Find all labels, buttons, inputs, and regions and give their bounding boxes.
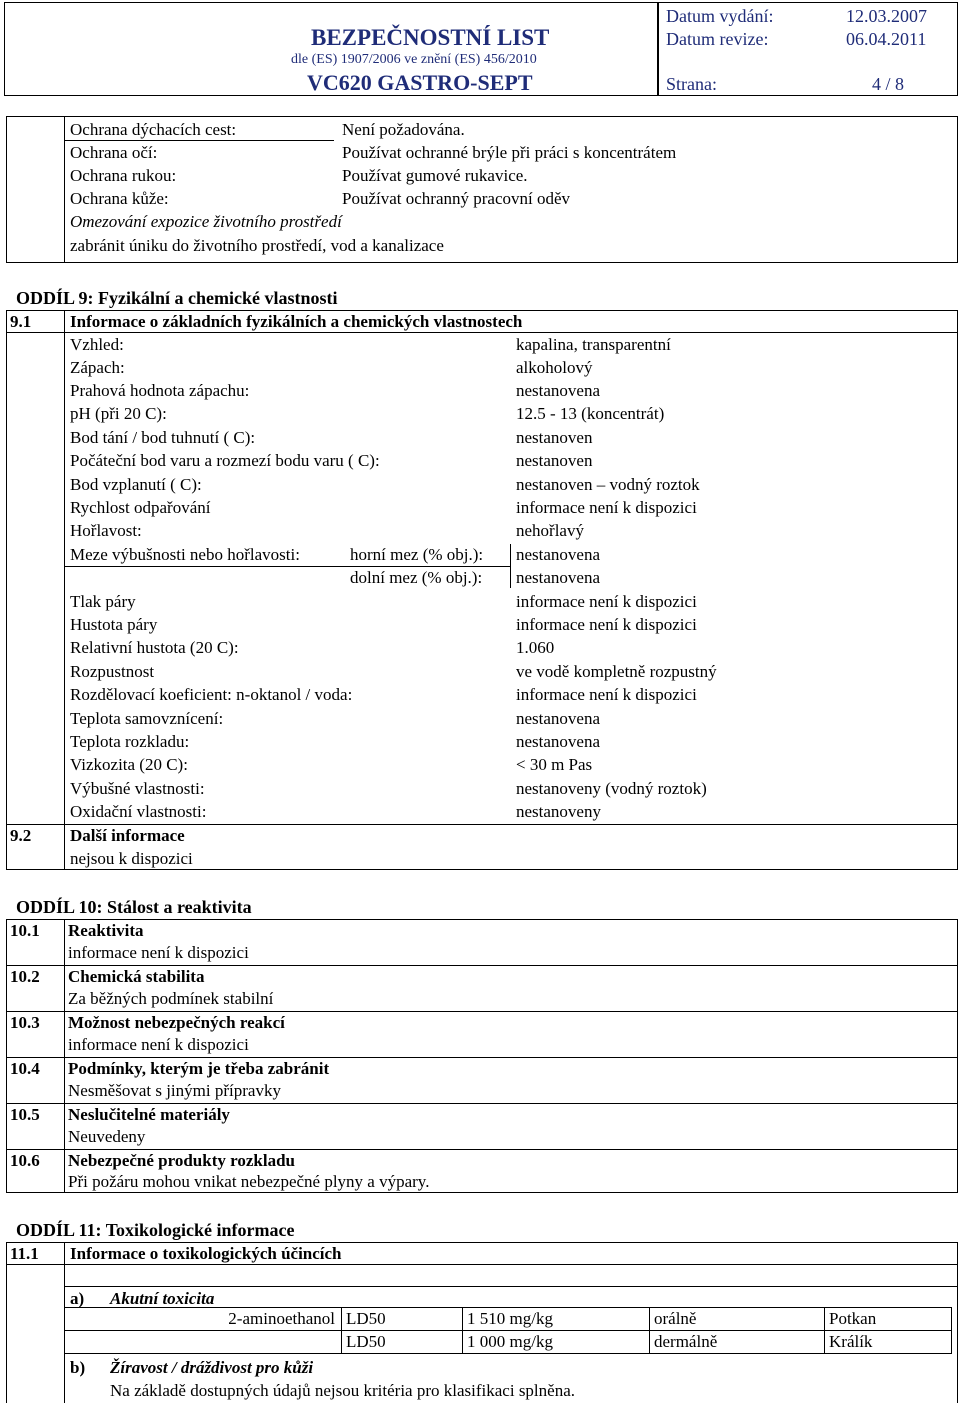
subsection-10-4-number: 10.4 xyxy=(10,1059,40,1078)
prop-label-viscosity: Vizkozita (20 C): xyxy=(70,755,188,774)
prop-value-vapor-density: informace není k dispozici xyxy=(516,615,697,634)
section-10-5-divider xyxy=(6,1149,958,1150)
prop-label-decomposition: Teplota rozkladu: xyxy=(70,732,190,751)
acute-toxicity-top-rule xyxy=(64,1286,958,1287)
skin-corrosion-title: Žíravost / dráždivost pro kůži xyxy=(110,1358,314,1377)
document-title: BEZPEČNOSTNÍ LIST xyxy=(311,25,550,50)
section-11-title: ODDÍL 11: Toxikologické informace xyxy=(16,1220,295,1240)
tox-route: orálně xyxy=(650,1308,825,1331)
product-name: VC620 GASTRO-SEPT xyxy=(307,70,533,95)
prop-value-relative-density: 1.060 xyxy=(516,638,555,657)
prop-label-evaporation-rate: Rychlost odpařování xyxy=(70,498,211,517)
protection-value-skin: Používat ochranný pracovní oděv xyxy=(342,189,571,208)
subsection-10-2-text: Za běžných podmínek stabilní xyxy=(68,989,274,1008)
prop-label-relative-density: Relativní hustota (20 C): xyxy=(70,638,239,657)
subsection-10-6-number: 10.6 xyxy=(10,1151,40,1170)
protection-label-respiratory: Ochrana dýchacích cest: xyxy=(70,120,237,139)
section-10-4-divider xyxy=(6,1103,958,1104)
prop-value-lower-limit: nestanovena xyxy=(516,568,601,587)
prop-label-explosive: Výbušné vlastnosti: xyxy=(70,779,205,798)
section-10-1-divider xyxy=(6,965,958,966)
tox-substance xyxy=(65,1331,342,1354)
issue-date: 12.03.2007 xyxy=(846,6,927,26)
prop-value-ph: 12.5 - 13 (koncentrát) xyxy=(516,404,665,423)
subsection-10-4-text: Nesměšovat s jinými přípravky xyxy=(68,1081,281,1100)
skin-corrosion-text: Na základě dostupných údajů nejsou kritéria pro klasifikaci splněna. xyxy=(110,1381,575,1400)
skin-corrosion-label: b) xyxy=(70,1358,86,1377)
section-11-1-underline xyxy=(6,1264,958,1265)
prop-label-flash-point: Bod vzplanutí ( C): xyxy=(70,475,202,494)
tox-value: 1 510 mg/kg xyxy=(463,1308,650,1331)
prop-value-flammability: nehořlavý xyxy=(516,521,584,540)
explosive-limits-divider xyxy=(64,566,510,567)
subsection-10-6-text: Při požáru mohou vnikat nebezpečné plyny a výpary. xyxy=(68,1172,430,1191)
subsection-10-3-text: informace není k dispozici xyxy=(68,1035,249,1054)
prop-value-appearance: kapalina, transparentní xyxy=(516,335,671,354)
section-10-divider xyxy=(64,919,65,1193)
prop-label-lower-limit: dolní mez (% obj.): xyxy=(350,568,483,587)
prop-value-solubility: ve vodě kompletně rozpustný xyxy=(516,662,717,681)
tox-test: LD50 xyxy=(342,1308,463,1331)
subsection-10-5-text: Neuvedeny xyxy=(68,1127,146,1146)
prop-value-melting-point: nestanoven xyxy=(516,428,593,447)
prop-label-vapor-pressure: Tlak páry xyxy=(70,592,136,611)
prop-label-partition-coefficient: Rozdělovací koeficient: n-oktanol / voda: xyxy=(70,685,353,704)
environment-exposure-text: zabránit úniku do životního prostředí, vod a kanalizace xyxy=(70,236,444,255)
prop-label-autoignition: Teplota samovznícení: xyxy=(70,709,224,728)
subsection-10-2-number: 10.2 xyxy=(10,967,40,986)
explosive-limits-vline xyxy=(510,544,511,588)
section-10-3-divider xyxy=(6,1057,958,1058)
prop-value-oxidizing: nestanoveny xyxy=(516,802,601,821)
prop-value-odor: alkoholový xyxy=(516,358,593,377)
tox-value: 1 000 mg/kg xyxy=(463,1331,650,1354)
subsection-10-3-title: Možnost nebezpečných reakcí xyxy=(68,1013,285,1032)
section-10-2-divider xyxy=(6,1011,958,1012)
table-row xyxy=(65,1331,952,1354)
prop-value-upper-limit: nestanovena xyxy=(516,545,601,564)
subsection-9-2-title: Další informace xyxy=(70,826,185,845)
prop-value-autoignition: nestanovena xyxy=(516,709,601,728)
section-9-2-divider xyxy=(6,824,958,825)
tox-species: Králík xyxy=(825,1331,952,1354)
table-row xyxy=(65,1308,952,1331)
protection-box-divider xyxy=(64,116,65,263)
prop-value-flash-point: nestanoven – vodný roztok xyxy=(516,475,700,494)
section-10-title: ODDÍL 10: Stálost a reaktivita xyxy=(16,897,252,917)
prop-value-vapor-pressure: informace není k dispozici xyxy=(516,592,697,611)
subsection-9-1-number: 9.1 xyxy=(10,312,32,331)
section-9-1-underline xyxy=(6,332,958,333)
environment-exposure-title: Omezování expozice životního prostředí xyxy=(70,212,342,231)
prop-value-odor-threshold: nestanovena xyxy=(516,381,601,400)
protection-value-respiratory: Není požadována. xyxy=(342,120,465,139)
subsection-10-3-number: 10.3 xyxy=(10,1013,40,1032)
subsection-10-5-title: Neslučitelné materiály xyxy=(68,1105,230,1124)
prop-label-boiling-point: Počáteční bod varu a rozmezí bodu varu ( C): xyxy=(70,451,380,470)
revision-date-label: Datum revize: xyxy=(666,29,769,49)
prop-label-solubility: Rozpustnost xyxy=(70,662,155,681)
subsection-10-5-number: 10.5 xyxy=(10,1105,40,1124)
prop-label-ph: pH (při 20 C): xyxy=(70,404,167,423)
prop-value-boiling-point: nestanoven xyxy=(516,451,593,470)
acute-toxicity-title: Akutní toxicita xyxy=(110,1289,215,1308)
prop-label-oxidizing: Oxidační vlastnosti: xyxy=(70,802,207,821)
protection-label-eyes: Ochrana očí: xyxy=(70,143,158,162)
header-divider xyxy=(657,3,659,95)
prop-value-decomposition: nestanovena xyxy=(516,732,601,751)
tox-species: Potkan xyxy=(825,1308,952,1331)
page-number: 4 / 8 xyxy=(872,74,905,94)
prop-value-explosive: nestanoveny (vodný roztok) xyxy=(516,779,707,798)
prop-label-explosive-limits: Meze výbušnosti nebo hořlavosti: xyxy=(70,545,300,564)
prop-label-flammability: Hořlavost: xyxy=(70,521,142,540)
subsection-10-4-title: Podmínky, kterým je třeba zabránit xyxy=(68,1059,330,1078)
subsection-11-1-title: Informace o toxikologických účincích xyxy=(70,1244,342,1263)
acute-toxicity-label: a) xyxy=(70,1289,85,1308)
section-9-title: ODDÍL 9: Fyzikální a chemické vlastnosti xyxy=(16,288,338,308)
prop-label-vapor-density: Hustota páry xyxy=(70,615,158,634)
prop-label-upper-limit: horní mez (% obj.): xyxy=(350,545,484,564)
subsection-10-1-number: 10.1 xyxy=(10,921,40,940)
prop-value-viscosity: < 30 m Pas xyxy=(516,755,593,774)
subsection-10-6-title: Nebezpečné produkty rozkladu xyxy=(68,1151,296,1170)
subsection-11-1-number: 11.1 xyxy=(10,1244,39,1263)
prop-value-evaporation-rate: informace není k dispozici xyxy=(516,498,697,517)
revision-date: 06.04.2011 xyxy=(846,29,927,49)
subsection-9-2-text: nejsou k dispozici xyxy=(70,849,193,868)
prop-label-appearance: Vzhled: xyxy=(70,335,124,354)
tox-test: LD50 xyxy=(342,1331,463,1354)
section-9-divider xyxy=(64,310,65,870)
tox-route: dermálně xyxy=(650,1331,825,1354)
subsection-10-2-title: Chemická stabilita xyxy=(68,967,205,986)
subsection-10-1-text: informace není k dispozici xyxy=(68,943,249,962)
acute-toxicity-table xyxy=(64,1307,952,1354)
regulation-text: dle (ES) 1907/2006 ve znění (ES) 456/2010 xyxy=(291,52,537,67)
protection-label-skin: Ochrana kůže: xyxy=(70,189,169,208)
protection-value-hands: Používat gumové rukavice. xyxy=(342,166,528,185)
prop-label-odor: Zápach: xyxy=(70,358,125,377)
subsection-9-2-number: 9.2 xyxy=(10,826,32,845)
prop-value-partition-coefficient: informace není k dispozici xyxy=(516,685,697,704)
issue-date-label: Datum vydání: xyxy=(666,6,774,26)
protection-value-eyes: Používat ochranné brýle při práci s koncentrátem xyxy=(342,143,677,162)
subsection-10-1-title: Reaktivita xyxy=(68,921,144,940)
protection-underline xyxy=(64,140,334,141)
protection-label-hands: Ochrana rukou: xyxy=(70,166,177,185)
tox-substance: 2-aminoethanol xyxy=(65,1308,342,1331)
subsection-9-1-title: Informace o základních fyzikálních a chemických vlastnostech xyxy=(70,312,523,331)
prop-label-odor-threshold: Prahová hodnota zápachu: xyxy=(70,381,250,400)
prop-label-melting-point: Bod tání / bod tuhnutí ( C): xyxy=(70,428,256,447)
page-label: Strana: xyxy=(666,74,717,94)
